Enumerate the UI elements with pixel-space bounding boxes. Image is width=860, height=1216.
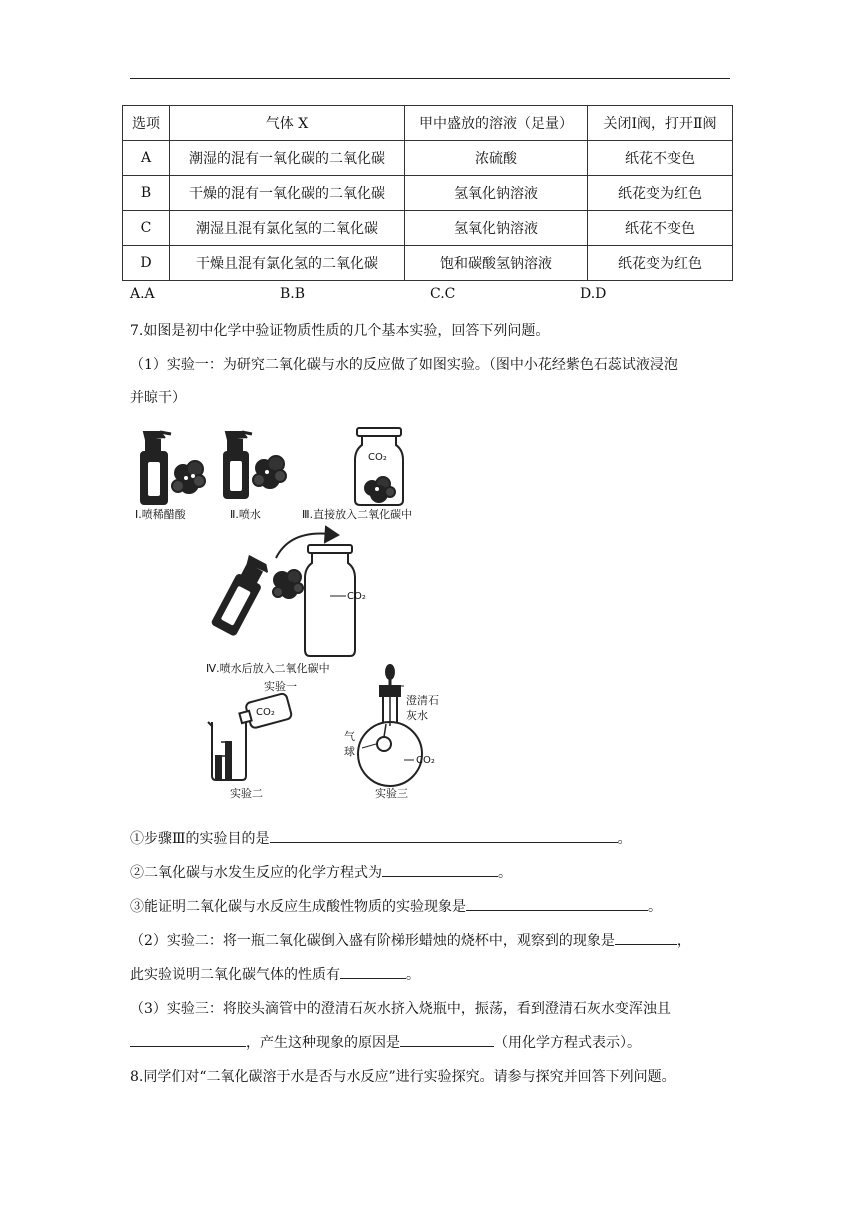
beaker-icon xyxy=(208,722,246,780)
paper-flower-icon xyxy=(253,456,286,488)
answer-option-d: D.D xyxy=(580,286,607,302)
table-cell: B xyxy=(123,176,170,211)
q7-part1-intro-cont: 并晾干） xyxy=(130,390,186,406)
table-cell: 潮湿的混有一氧化碳的二氧化碳 xyxy=(170,141,405,176)
q7-question-3 xyxy=(130,896,662,916)
punctuation: 。 xyxy=(498,865,512,881)
q7-title: 7.如图是初中化学中验证物质性质的几个基本实验，回答下列问题。 xyxy=(130,323,550,339)
q8-title: 8.同学们对“二氧化碳溶于水是否与水反应”进行实验探究。请参与探究并回答下列问题。 xyxy=(130,1069,676,1085)
punctuation: 。 xyxy=(648,899,662,915)
header-cell: 选项 xyxy=(123,106,170,141)
question-text: 此实验说明二氧化碳气体的性质有 xyxy=(130,967,340,983)
figure-label-1: Ⅰ.喷稀醋酸 xyxy=(135,508,186,521)
punctuation: 。 xyxy=(406,967,420,983)
table-cell: 纸花不变色 xyxy=(588,141,733,176)
table-cell: 饱和碳酸氢钠溶液 xyxy=(405,246,588,281)
q7-question-1 xyxy=(130,828,632,848)
answer-option-b: B.B xyxy=(280,286,306,302)
co2-label: CO₂ xyxy=(368,452,387,463)
question-text: ②二氧化碳与水发生反应的化学方程式为 xyxy=(130,865,382,881)
question-text: （用化学方程式表示）。 xyxy=(494,1035,641,1051)
q7-part3-line2 xyxy=(130,1032,641,1052)
candle-icon xyxy=(226,742,231,778)
answer-blank[interactable] xyxy=(382,862,498,877)
answer-blank[interactable] xyxy=(400,1032,494,1047)
q7-question-2 xyxy=(130,862,512,882)
table-cell: 干燥且混有氯化氢的二氧化碳 xyxy=(170,246,405,281)
limewater-label: 澄清石 xyxy=(406,694,439,707)
table-cell: D xyxy=(123,246,170,281)
q7-part2-line2 xyxy=(130,964,420,984)
figure-label-4: Ⅳ.喷水后放入二氧化碳中 xyxy=(206,662,330,675)
table-cell: 氢氧化钠溶液 xyxy=(405,176,588,211)
balloon-label: 气 xyxy=(344,730,355,743)
co2-label: CO₂ xyxy=(416,755,435,766)
q7-part3-line1: （3）实验三：将胶头滴管中的澄清石灰水挤入烧瓶中，振荡，看到澄清石灰水变浑浊且 xyxy=(130,1001,671,1017)
answer-blank[interactable] xyxy=(130,1032,246,1047)
balloon-label: 球 xyxy=(344,745,355,758)
punctuation: 。 xyxy=(617,831,632,847)
question-text: ①步骤Ⅲ的实验目的是 xyxy=(130,831,270,847)
answer-option-c: C.C xyxy=(430,286,456,302)
q7-part1-intro: （1）实验一：为研究二氧化碳与水的反应做了如图实验。（图中小花经紫色石蕊试液浸泡 xyxy=(130,357,678,373)
header-cell: 气体 X xyxy=(170,106,405,141)
answer-blank[interactable] xyxy=(466,896,648,911)
punctuation: ， xyxy=(676,933,691,949)
figure-label-3: Ⅲ.直接放入二氧化碳中 xyxy=(302,508,413,521)
figure-caption-1: 实验一 xyxy=(264,680,297,693)
limewater-label: 灰水 xyxy=(406,709,428,722)
co2-label: CO₂ xyxy=(256,707,275,718)
figure-label-2: Ⅱ.喷水 xyxy=(230,508,261,521)
paper-flower-icon xyxy=(365,477,395,502)
paper-flower-icon xyxy=(273,570,303,598)
answer-blank[interactable] xyxy=(615,930,677,945)
answer-option-a: A.A xyxy=(130,286,155,302)
table-cell: 浓硫酸 xyxy=(405,141,588,176)
table-cell: 氢氧化钠溶液 xyxy=(405,211,588,246)
header-cell: 关闭Ⅰ阀，打开Ⅱ阀 xyxy=(588,106,733,141)
table-cell: A xyxy=(123,141,170,176)
table-cell: 潮湿且混有氯化氢的二氧化碳 xyxy=(170,211,405,246)
co2-label: CO₂ xyxy=(347,591,366,602)
answer-blank[interactable] xyxy=(340,964,406,979)
question-text: ③能证明二氧化碳与水反应生成酸性物质的实验现象是 xyxy=(130,899,466,915)
header-cell: 甲中盛放的溶液（足量） xyxy=(405,106,588,141)
candle-icon xyxy=(216,756,221,778)
question-text: ，产生这种现象的原因是 xyxy=(246,1035,400,1051)
question-text: （2）实验二：将一瓶二氧化碳倒入盛有阶梯形蜡烛的烧杯中，观察到的现象是 xyxy=(130,933,615,949)
table-cell: 纸花变为红色 xyxy=(588,176,733,211)
paper-flower-icon xyxy=(172,461,205,493)
round-flask-icon xyxy=(358,665,422,786)
table-cell: C xyxy=(123,211,170,246)
figure-caption-3: 实验三 xyxy=(375,787,408,800)
figure-caption-2: 实验二 xyxy=(230,787,263,800)
table-cell: 纸花不变色 xyxy=(588,211,733,246)
table-cell: 纸花变为红色 xyxy=(588,246,733,281)
spray-bottle-icon xyxy=(141,432,171,504)
balloon-icon xyxy=(377,737,391,751)
spray-bottle-icon xyxy=(224,432,252,498)
table-cell: 干燥的混有一氧化碳的二氧化碳 xyxy=(170,176,405,211)
q7-part2-line1 xyxy=(130,930,691,950)
answer-blank[interactable] xyxy=(270,828,618,843)
